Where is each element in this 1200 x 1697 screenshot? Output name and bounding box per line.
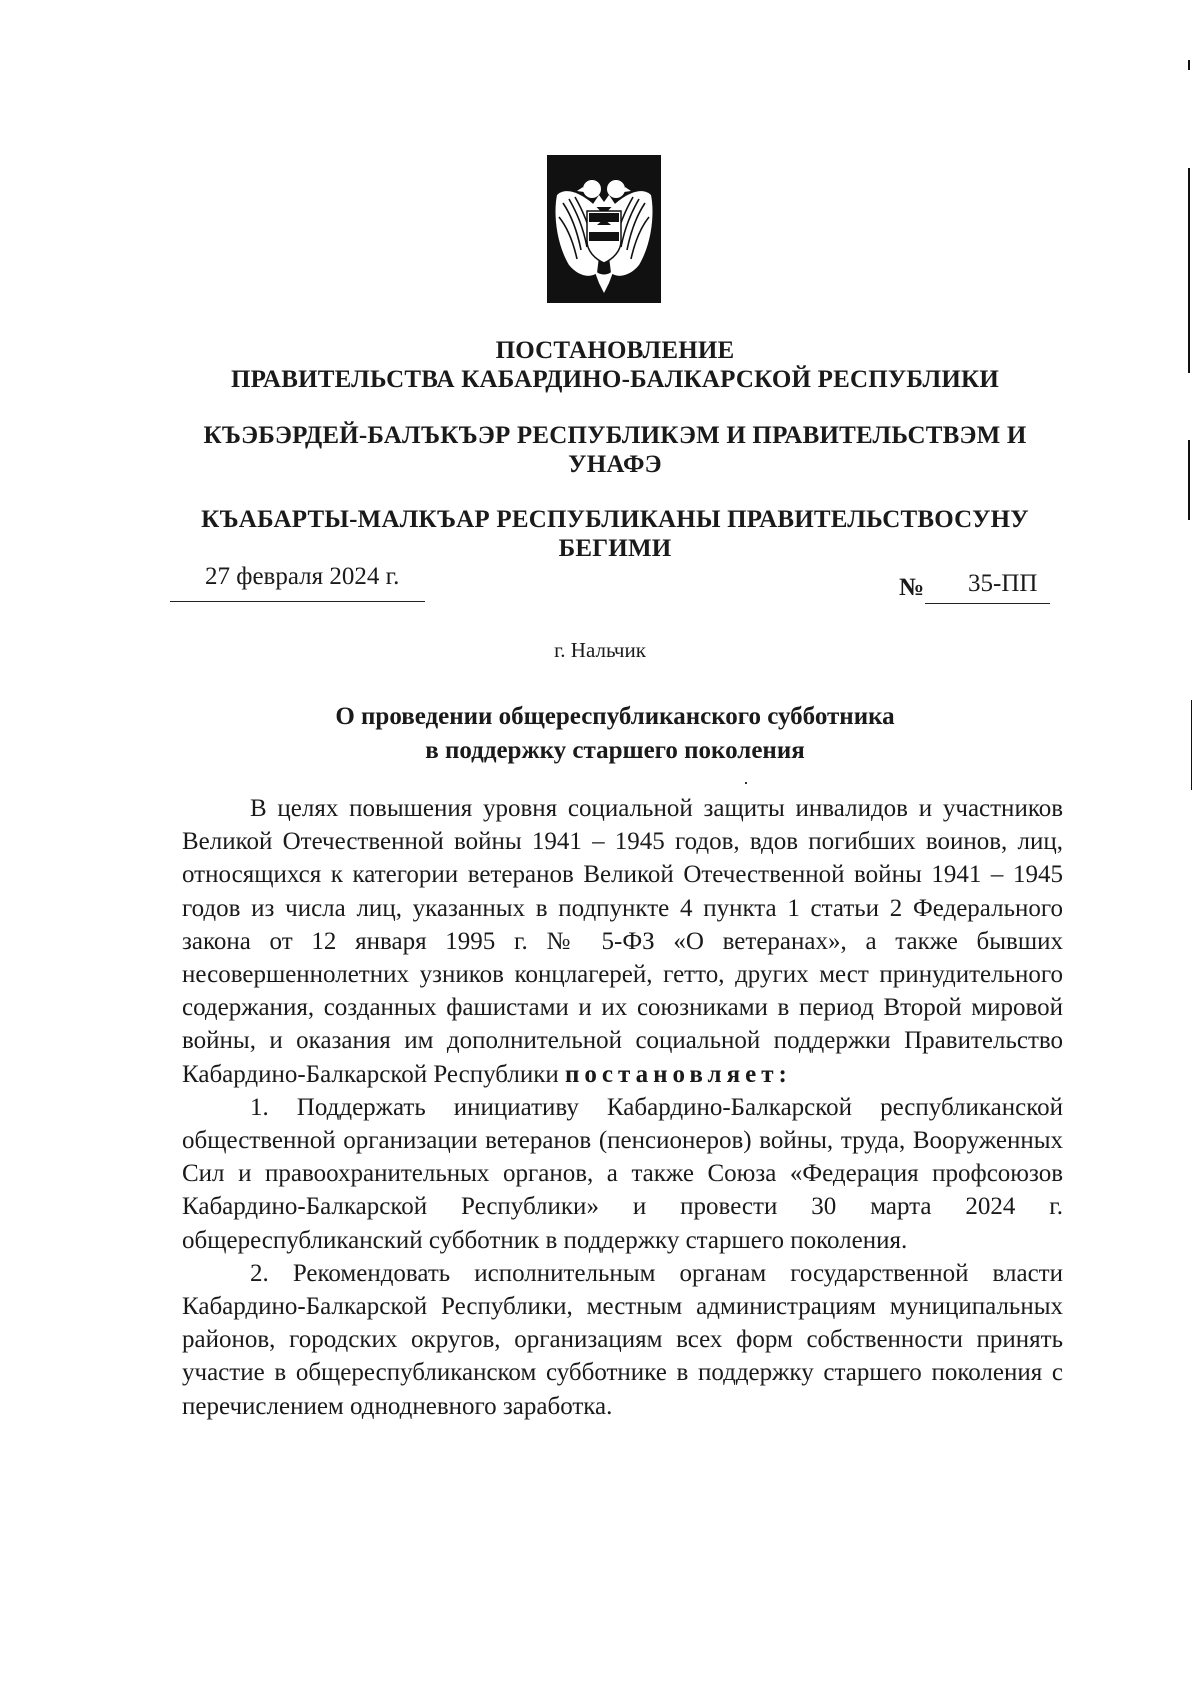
- item-2-paragraph: 2. Рекомендовать исполнительным органам государственной власти Кабардино-Балкарской Республики, местным администрациям муниципальных районов, городских округов, организациям всех форм собственности принять участие в общереспубликанском субботнике в поддержку старшего поколения с перечислением однодневного заработка.: [182, 1259, 1063, 1420]
- header-line-2: ПРАВИТЕЛЬСТВА КАБАРДИНО-БАЛКАРСКОЙ РЕСПУБЛИКИ: [231, 366, 999, 393]
- kabardian-line-1: КЪЭБЭРДЕЙ-БАЛЪКЪЭР РЕСПУБЛИКЭМ И ПРАВИТЕЛЬСТВЭМ И: [203, 422, 1027, 449]
- number-underline: [925, 603, 1050, 604]
- header-line-1: ПОСТАНОВЛЕНИЕ: [495, 337, 735, 364]
- coat-of-arms-icon: [547, 155, 661, 303]
- number-sign: №: [899, 574, 925, 601]
- title-line-1: О проведении общереспубликанского субботника: [335, 703, 895, 730]
- document-date: 27 февраля 2024 г.: [205, 563, 400, 590]
- city-label: г. Нальчик: [554, 638, 646, 662]
- document-body: [182, 792, 1063, 1423]
- resolves-text: постановляет:: [565, 1060, 792, 1088]
- document-header: [170, 336, 1060, 394]
- scan-edge-mark: [1191, 700, 1192, 790]
- document-title: [170, 700, 1060, 768]
- balkar-header: [170, 505, 1060, 563]
- date-underline: [170, 601, 425, 602]
- kabardian-header: [170, 421, 1060, 479]
- item-1-paragraph: 1. Поддержать инициативу Кабардино-Балкарской республиканской общественной организации ветеранов (пенсионеров) войны, труда, Вооруженных Сил и правоохранительных органов, а также Союза «Федерация профсоюзов Кабардино-Балкарской Республики» и провести 30 марта 2024 г. общереспубликанский субботник в поддержку старшего поколения.: [182, 1093, 1063, 1254]
- preamble-paragraph: [182, 792, 1063, 1091]
- scan-edge-mark: [1188, 60, 1190, 70]
- preamble-text: В целях повышения уровня социальной защиты инвалидов и участников Великой Отечественной войны 1941 – 1945 годов, вдов погибших воинов, лиц, относящихся к категории ветеранов Великой Отечественной войны 1941 – 1945 годов из числа лиц, указанных в подпункте 4 пункта 1 статьи 2 Федерального закона от 12 января 1995 г. № 5-ФЗ «О ветеранах», а также бывших несовершеннолетних узников концлагерей, гетто, других мест принудительного содержания, созданных фашистами и их союзниками в период Второй мировой войны, и оказания им дополнительной социальной поддержки Правительство Кабардино-Балкарской Республики: [182, 795, 1063, 1088]
- scan-edge-mark: [1188, 440, 1190, 520]
- scan-speck: [745, 782, 747, 784]
- title-line-2: в поддержку старшего поколения: [425, 737, 805, 764]
- kabardian-line-2: УНАФЭ: [568, 451, 662, 478]
- document-number: 35-ПП: [968, 570, 1038, 597]
- balkar-line-2: БЕГИМИ: [558, 535, 672, 562]
- balkar-line-1: КЪАБАРТЫ-МАЛКЪАР РЕСПУБЛИКАНЫ ПРАВИТЕЛЬСТВОСУНУ: [201, 506, 1029, 533]
- scan-edge-mark: [1188, 168, 1190, 373]
